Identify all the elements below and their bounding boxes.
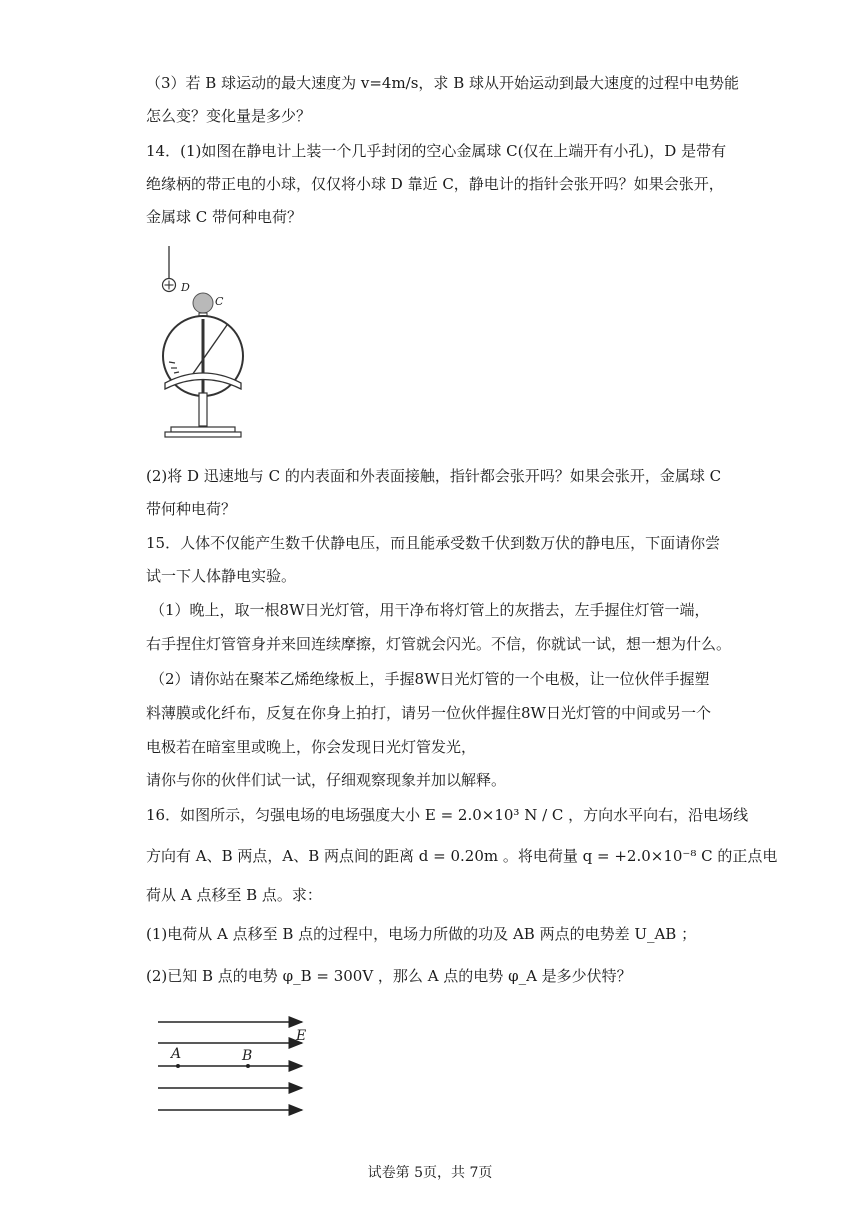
question-15-part2-line2: 料薄膜或化纤布，反复在你身上拍打，请另一位伙伴握住8W日光灯管的中间或另一个 (146, 704, 711, 722)
question-16-line3: 荷从 A 点移至 B 点。求： (146, 886, 322, 904)
question-14-part2-line1: (2)将 D 迅速地与 C 的内表面和外表面接触，指针都会张开吗？如果会张开，金属球 C (146, 467, 722, 485)
question-15-line2: 试一下人体静电实验。 (146, 567, 297, 585)
question-15-part2-line1: （2）请你站在聚苯乙烯绝缘板上，手握8W日光灯管的一个电极，让一位伙伴手握塑 (150, 670, 710, 688)
question-14-part2-line2: 带何种电荷？ (146, 500, 237, 518)
question-13-part3-line2: 怎么变？变化量是多少？ (146, 107, 312, 125)
question-15-part2-line3: 电极若在暗室里或晚上，你会发现日光灯管发光， (146, 738, 477, 756)
question-16-line1: 16．如图所示，匀强电场的电场强度大小 E = 2.0×10³ N / C ，方向水平向右，沿电场线 (146, 806, 749, 824)
label-c: C (215, 295, 224, 308)
label-e: E (296, 1028, 307, 1044)
question-14-line2: 绝缘柄的带正电的小球，仅仅将小球 D 靠近 C，静电计的指针会张开吗？如果会张开， (146, 175, 724, 193)
label-a: A (171, 1046, 182, 1062)
question-14-line1: 14．(1)如图在静电计上装一个几乎封闭的空心金属球 C(仅在上端开有小孔)，D 是带有 (146, 142, 727, 160)
electroscope-figure (155, 243, 255, 443)
question-13-part3-line1: （3）若 B 球运动的最大速度为 v=4m/s，求 B 球从开始运动到最大速度的过程中电势能 (146, 74, 739, 92)
question-16-line2: 方向有 A、B 两点，A、B 两点间的距离 d = 0.20m 。将电荷量 q = +2.0×10⁻⁸ C 的正点电 (146, 847, 778, 865)
label-b: B (242, 1048, 253, 1064)
question-15-part1-line2: 右手捏住灯管管身并来回连续摩擦，灯管就会闪光。不信，你就试一试，想一想为什么。 (146, 635, 732, 653)
question-16-part2: (2)已知 B 点的电势 φ_B = 300V ，那么 A 点的电势 φ_A 是多少伏特？ (146, 967, 632, 985)
question-15-part1-line1: （1）晚上，取一根8W日光灯管，用干净布将灯管上的灰揩去，左手握住灯管一端， (150, 601, 710, 619)
page-footer: 试卷第 5页，共 7页 (367, 1165, 493, 1181)
question-15-part2-line4: 请你与你的伙伴们试一试，仔细观察现象并加以解释。 (146, 771, 507, 789)
question-15-line1: 15．人体不仅能产生数千伏静电压，而且能承受数千伏到数万伏的静电压，下面请你尝 (146, 534, 721, 552)
question-14-line3: 金属球 C 带何种电荷？ (146, 208, 303, 226)
electric-field-figure (150, 1010, 320, 1145)
point-b (246, 1064, 250, 1068)
label-d: D (181, 281, 190, 294)
metal-ball-c (193, 293, 213, 313)
question-16-part1: (1)电荷从 A 点移至 B 点的过程中，电场力所做的功及 AB 两点的电势差 U_AB ； (146, 925, 697, 943)
point-a (176, 1064, 180, 1068)
